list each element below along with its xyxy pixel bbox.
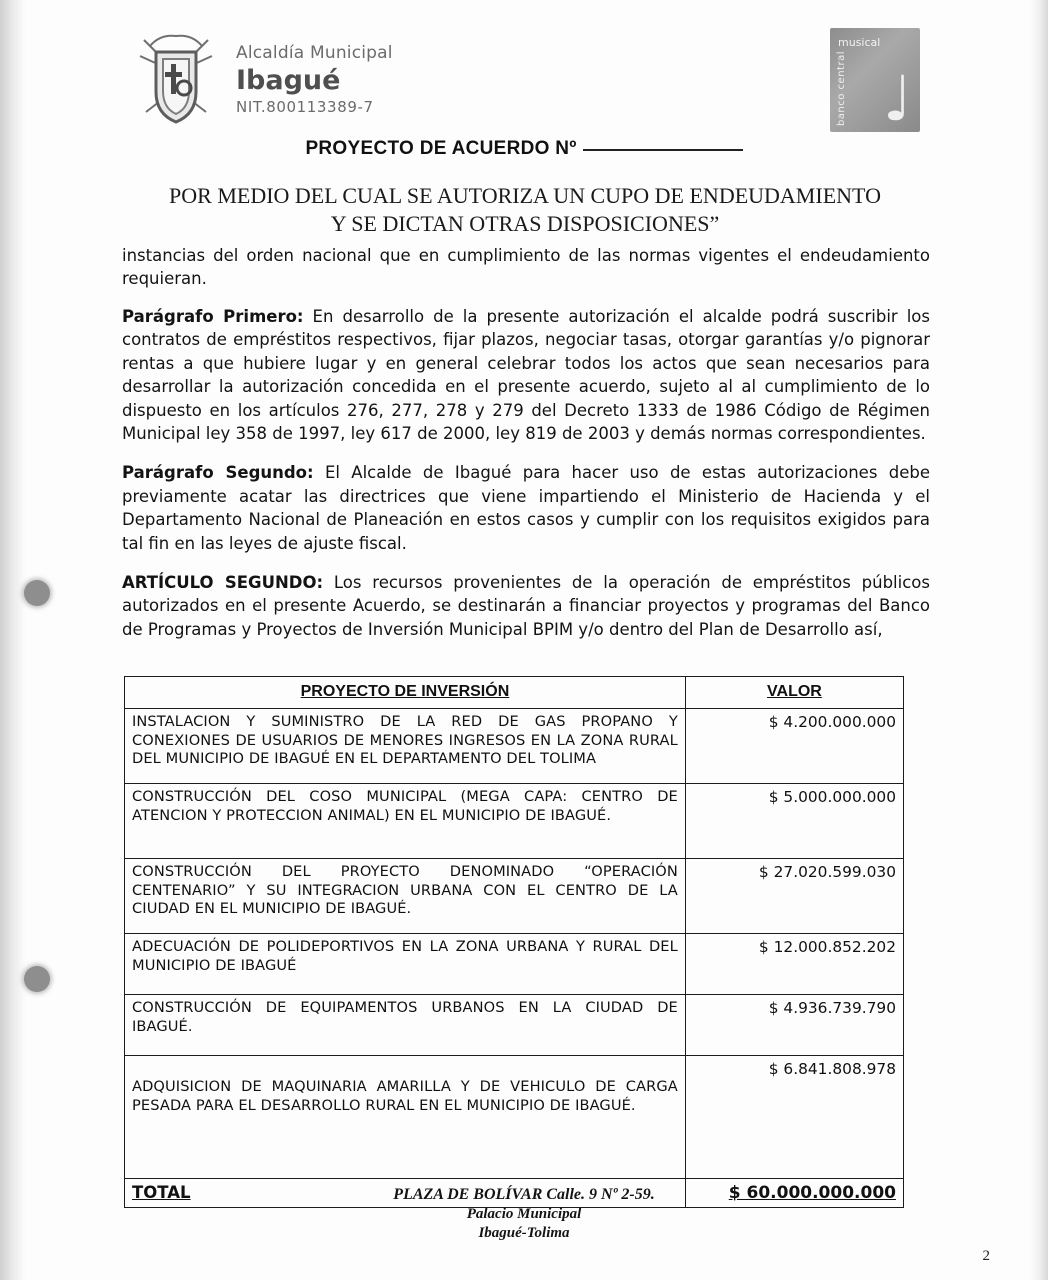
entity-name-block	[236, 44, 393, 116]
table-row	[125, 859, 904, 934]
table-cell-project: CONSTRUCCIÓN DEL PROYECTO DENOMINADO “OPERACIÓN CENTENARIO” Y SU INTEGRACION URBANA CON EL CENTRO DE LA CIUDAD EN EL MUNICIPIO DE IBAGUÉ.	[125, 859, 686, 934]
table-row	[125, 995, 904, 1056]
table-cell-project: INSTALACION Y SUMINISTRO DE LA RED DE GAS PROPANO Y CONEXIONES DE USUARIOS DE MENORES INGRESOS EN LA ZONA RURAL DEL MUNICIPIO DE IBAGUÉ EN EL DEPARTAMENTO DEL TOLIMA	[125, 709, 686, 784]
articulo-segundo-text: Los recursos provenientes de la operación de empréstitos públicos autorizados en el presente Acuerdo, se destinarán a financiar proyectos y programas del Banco de Programas y Proyectos de Inversión Municipal BPIM y/o dentro del Plan de Desarrollo así,	[122, 573, 930, 639]
table-cell-project: CONSTRUCCIÓN DE EQUIPAMENTOS URBANOS EN LA CIUDAD DE IBAGUÉ.	[125, 995, 686, 1056]
hole-punch-mark	[24, 966, 50, 992]
entity-nit: NIT.800113389-7	[236, 97, 374, 116]
table-header-project-label: PROYECTO DE INVERSIÓN	[300, 683, 510, 700]
footer-city: Ibagué-Tolima	[478, 1225, 570, 1241]
footer-address: PLAZA DE BOLÍVAR Calle. 9 Nº 2-59.	[393, 1186, 655, 1203]
paragraph-segundo-lead: Parágrafo Segundo:	[122, 463, 314, 483]
table-cell-value: $ 12.000.852.202	[685, 934, 903, 995]
page-title-text: PROYECTO DE ACUERDO Nº	[305, 138, 577, 159]
table-cell-value: $ 4.936.739.790	[685, 995, 903, 1056]
page-number: 2	[982, 1248, 990, 1264]
document-body	[122, 244, 930, 657]
table-cell-project: CONSTRUCCIÓN DEL COSO MUNICIPAL (MEGA CAPA: CENTRO DE ATENCION Y PROTECCION ANIMAL) EN EL MUNICIPIO DE IBAGUÉ.	[125, 784, 686, 859]
table-cell-value: $ 5.000.000.000	[685, 784, 903, 859]
music-note-icon: ♩	[882, 62, 912, 132]
coat-of-arms-icon	[130, 26, 222, 130]
document-footer	[0, 1186, 1048, 1242]
intro-paragraph: instancias del orden nacional que en cumplimiento de las normas vigentes el endeudamiento requieran.	[122, 246, 930, 289]
page-title	[0, 138, 1048, 160]
table-header-row	[125, 677, 904, 709]
table-row	[125, 934, 904, 995]
hole-punch-mark	[24, 580, 50, 606]
paragraph-primero	[122, 305, 930, 446]
table-cell-value: $ 4.200.000.000	[685, 709, 903, 784]
paragraph-primero-text: En desarrollo de la presente autorización el alcalde podrá suscribir los contratos de empréstitos respectivos, fijar plazos, negociar tasas, otorgar garantías y/o pignorar rentas a que hubiere lugar y en general celebrar todos los actos que sean necesarios para desarrollar la autorización concedida en el presente acuerdo, sujeto al al cumplimiento de lo dispuesto en los artículos 276, 277, 278 y 279 del Decreto 1333 de 1986 Código de Régimen Municipal ley 358 de 1997, ley 617 de 2000, ley 819 de 2003 y demás normas correspondientes.	[122, 306, 930, 443]
table-cell-project: ADECUACIÓN DE POLIDEPORTIVOS EN LA ZONA URBANA Y RURAL DEL MUNICIPIO DE IBAGUÉ	[125, 934, 686, 995]
subtitle-line-2: Y SE DICTAN OTRAS DISPOSICIONES”	[330, 211, 720, 237]
investment-table	[124, 676, 904, 1208]
logo-tag-label: musical	[838, 36, 881, 49]
investment-table-wrapper	[124, 676, 904, 1208]
document-subtitle	[120, 182, 930, 238]
table-total-value: $ 60.000.000.000	[728, 1183, 896, 1203]
table-header-project	[125, 677, 686, 709]
footer-building: Palacio Municipal	[466, 1206, 582, 1222]
table-row	[125, 709, 904, 784]
logo-vertical-label: banco central	[836, 50, 847, 126]
paragraph-segundo	[122, 461, 930, 555]
scan-edge-right	[1030, 0, 1048, 1280]
table-header-value	[685, 677, 903, 709]
musical-logo	[830, 28, 920, 132]
table-total-label: TOTAL	[132, 1183, 191, 1202]
articulo-segundo	[122, 571, 930, 641]
subtitle-line-1: POR MEDIO DEL CUAL SE AUTORIZA UN CUPO DE ENDEUDAMIENTO	[169, 183, 881, 208]
table-cell-value: $ 6.841.808.978	[685, 1056, 903, 1179]
entity-line-1: Alcaldía Municipal	[236, 43, 393, 63]
table-cell-value: $ 27.020.599.030	[685, 859, 903, 934]
table-row	[125, 1056, 904, 1179]
paragraph-segundo-text: El Alcalde de Ibagué para hacer uso de estas autorizaciones debe previamente acatar las directrices que viene impartiendo el Ministerio de Hacienda y el Departamento Nacional de Planeación en estos casos y cumplir con los requisitos exigidos para tal fin en las leyes de ajuste fiscal.	[122, 463, 931, 553]
table-header-value-label: VALOR	[767, 683, 822, 700]
scan-edge-left	[0, 0, 26, 1280]
table-row	[125, 784, 904, 859]
entity-line-2: Ibagué	[236, 64, 341, 96]
document-header	[0, 20, 1048, 130]
articulo-segundo-lead: ARTÍCULO SEGUNDO:	[122, 573, 324, 593]
table-cell-project: ADQUISICION DE MAQUINARIA AMARILLA Y DE VEHICULO DE CARGA PESADA PARA EL DESARROLLO RURAL EN EL MUNICIPIO DE IBAGUÉ.	[125, 1056, 686, 1179]
paragraph-primero-lead: Parágrafo Primero:	[122, 306, 304, 326]
title-blank-line	[583, 149, 743, 151]
